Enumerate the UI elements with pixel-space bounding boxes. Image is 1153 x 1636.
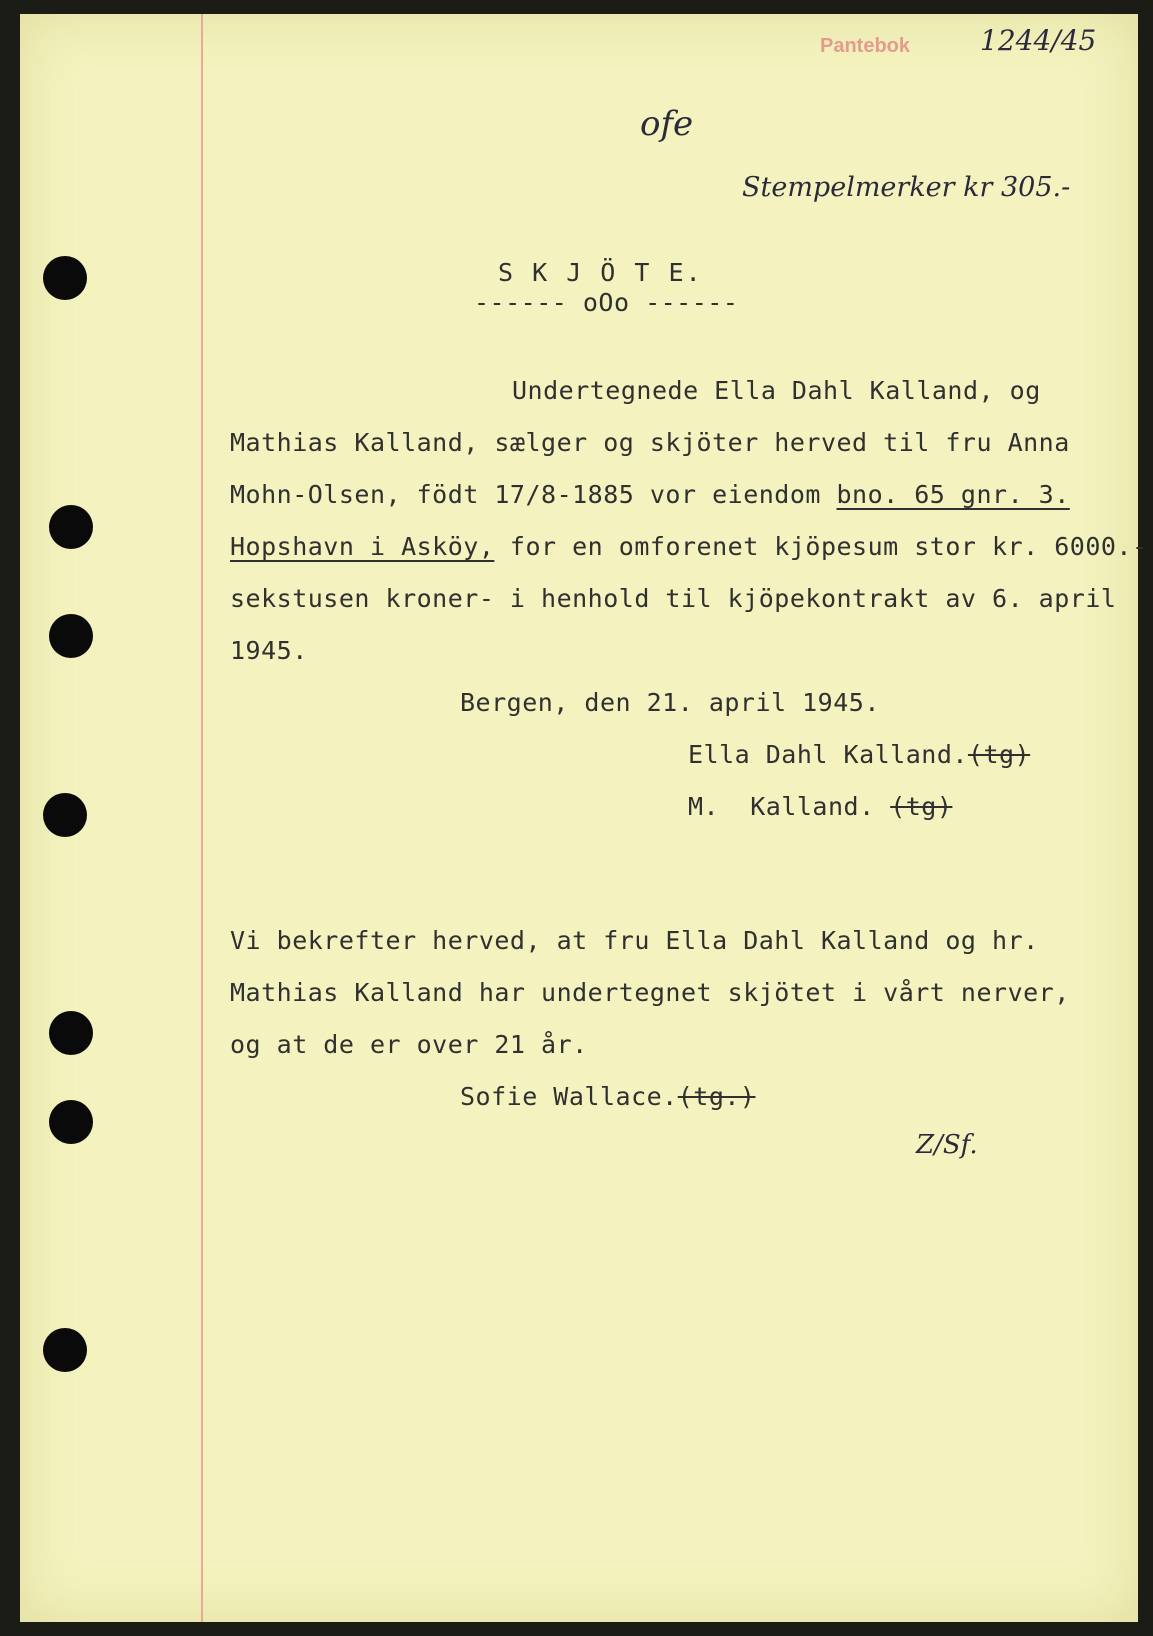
witness-tg: (tg.) <box>677 1082 756 1111</box>
paragraph1-line3-text: Mohn-Olsen, födt 17/8-1885 vor eiendom <box>230 480 837 509</box>
punch-hole <box>49 505 93 549</box>
document-title: S K J Ö T E. <box>498 258 703 287</box>
paragraph1-line5: sekstusen kroner- i henhold til kjöpekontrakt av 6. april <box>230 584 1117 613</box>
punch-hole <box>43 1328 87 1372</box>
signature-mathias-name: M. Kalland. <box>688 792 875 821</box>
margin-line <box>201 14 203 1622</box>
pantebok-stamp: Pantebok <box>820 35 911 57</box>
punch-hole <box>43 256 87 300</box>
paragraph1-line3 <box>230 480 1070 509</box>
paragraph1-line2: Mathias Kalland, sælger og skjöter herved til fru Anna <box>230 428 1070 457</box>
punch-hole <box>49 614 93 658</box>
paragraph2-line2: Mathias Kalland har undertegnet skjötet i vårt nerver, <box>230 978 1070 1007</box>
paragraph2-line1: Vi bekrefter herved, at fru Ella Dahl Kalland og hr. <box>230 926 1039 955</box>
stamp-duty-note: Stempelmerker kr 305.- <box>742 172 1071 203</box>
paragraph1-line4 <box>230 532 1148 561</box>
paragraph1-line1: Undertegnede Ella Dahl Kalland, og <box>512 376 1041 405</box>
reference-number: 1244/45 <box>980 24 1097 57</box>
paragraph1-line4-text: for en omforenet kjöpesum stor kr. 6000.- <box>494 532 1148 561</box>
paragraph1-line6: 1945. <box>230 636 308 665</box>
punch-hole <box>43 793 87 837</box>
document-page <box>20 14 1138 1622</box>
signature-ella-name: Ella Dahl Kalland. <box>688 740 968 769</box>
signature-mathias <box>688 792 952 821</box>
signature-ella-tg: (tg) <box>967 740 1031 769</box>
witness-name: Sofie Wallace. <box>460 1082 678 1111</box>
signature-ella <box>688 740 1030 769</box>
title-rule: ------ oOo ------ <box>474 288 739 317</box>
closing-mark: Z/Sf. <box>916 1130 978 1160</box>
initial-mark: ofe <box>640 104 694 144</box>
property-location: Hopshavn i Asköy, <box>230 532 495 561</box>
punch-hole <box>49 1100 93 1144</box>
signature-mathias-tg: (tg) <box>890 792 953 821</box>
place-date: Bergen, den 21. april 1945. <box>460 688 880 717</box>
witness-signature <box>460 1082 755 1111</box>
paragraph2-line3: og at de er over 21 år. <box>230 1030 588 1059</box>
punch-hole <box>49 1011 93 1055</box>
property-number: bno. 65 gnr. 3. <box>836 480 1070 509</box>
